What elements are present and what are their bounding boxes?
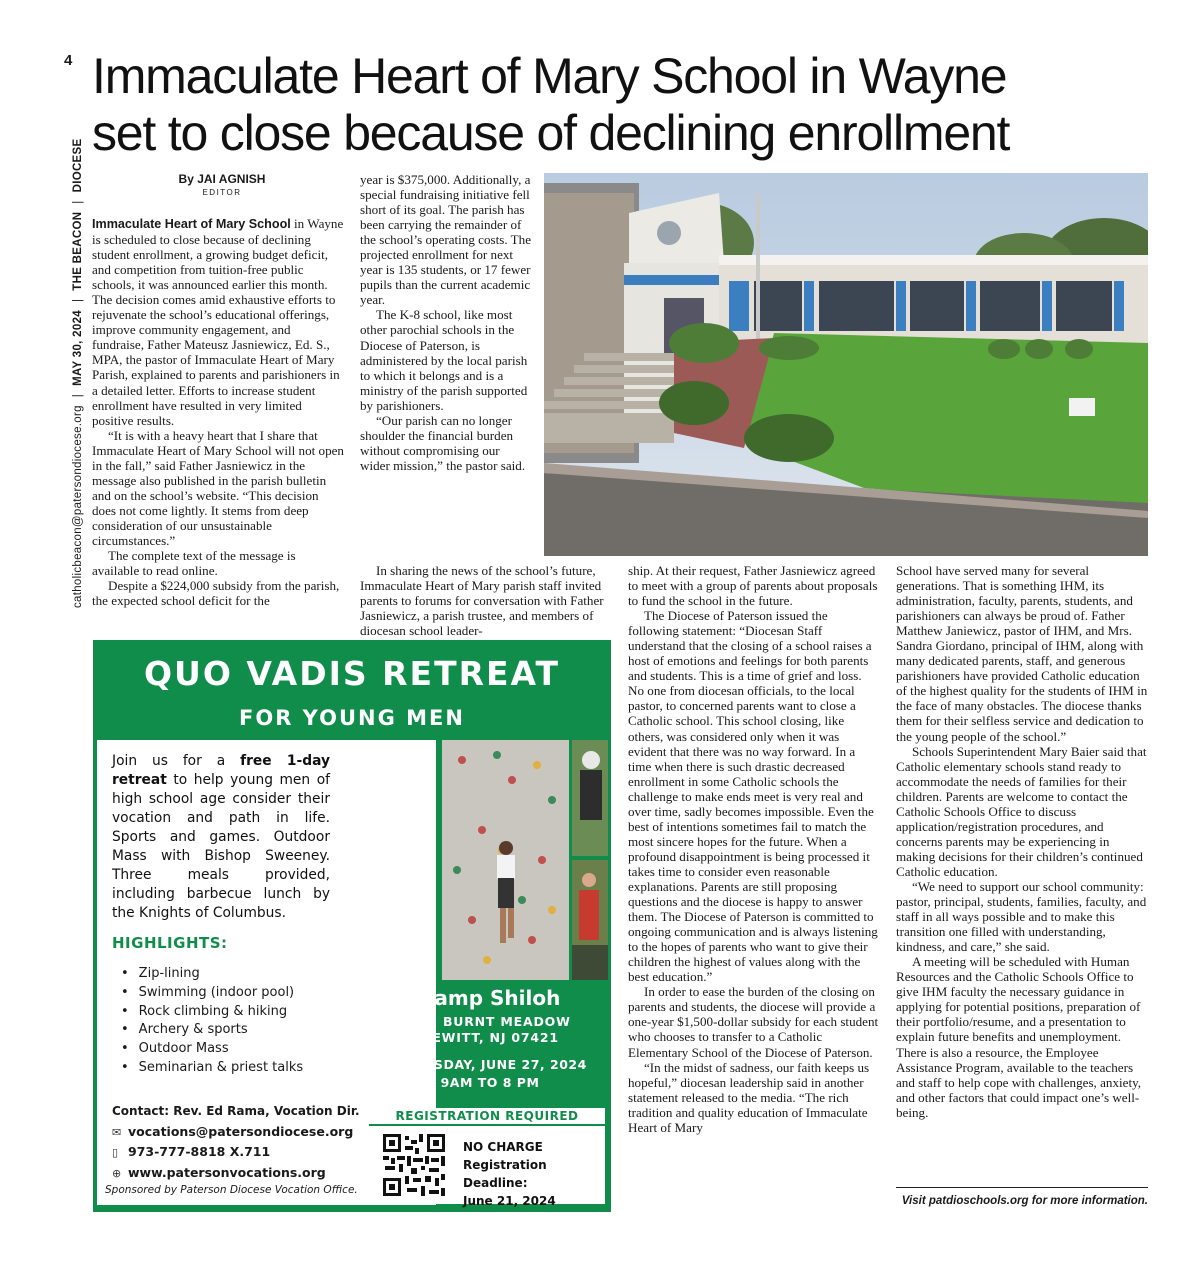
article-column-4 [896,563,1148,1120]
article-paragraph: year is $375,000. Additionally, a special fundraising initiative fell short of its goal. The parish has been carrying the remainder of the school’s operating costs. The projected enrollment for next year is 135 students, or 17 fewer pupils than the current academic year. [360,172,532,308]
globe-icon: ⊕ [112,1166,122,1180]
article-paragraph: Schools Superintendent Mary Baier said that Catholic elementary schools stand ready to accommodate the needs of families for their children. Parents are welcome to contact the Catholic Schools Office to discuss application/registration procedures, and concerns parents may be experiencing in making decisions for their children’s continued Catholic education. [896,743,1147,879]
no-charge-label: NO CHARGE [463,1140,543,1154]
list-item: • Swimming (indoor pool) [121,984,303,1003]
article-paragraph: The K-8 school, like most other parochial schools in the Diocese of Paterson, is administered by the local parish to which it belongs and is a ministry of the parish supported by parishioners. [360,307,528,413]
ad-contact [112,1102,360,1183]
sidebar-publication: THE BEACON [72,211,84,291]
highlights-list [121,965,303,1078]
deadline-label: Registration Deadline: [463,1158,547,1190]
article-paragraph: “In the midst of sadness, our faith keeps us hopeful,” diocesan leadership said in another statement released to the media. “The rich tradition and quality education of Immaculate Heart of Mary [628,1059,870,1135]
ad-photos [442,740,608,980]
article-paragraph: In order to ease the burden of the closing on parents and students, the diocese will provide a one-year $1,500-dollar subsidy for each student who chooses to transfer to a Catholic Elementary School of the Diocese of Paterson. [628,984,879,1060]
list-item: • Rock climbing & hiking [121,1003,303,1022]
article-column-2-lower [360,563,610,638]
article-paragraph: In sharing the news of the school’s future, Immaculate Heart of Mary parish staff invited parents to forums for conversation with Father Jasniewicz, a parish trustee, and members of diocesan school leader- [360,563,604,639]
article-column-1 [92,216,344,608]
ad-subtitle: FOR YOUNG MEN [239,706,465,730]
byline-role: EDITOR [202,188,242,197]
sidebar-section: DIOCESE [72,138,84,193]
sidebar-website: catholicbeacon@patersondiocese.org [72,405,84,608]
qr-code-icon[interactable] [381,1132,447,1198]
page-sidebar-label: catholicbeacon@patersondiocese.org|MAY 30, 2024|THE BEACON|DIOCESE [72,138,84,608]
phone-icon: ▯ [112,1146,119,1160]
deadline-date: June 21, 2024 [463,1194,556,1208]
article-paragraph: Despite a $224,000 subsidy from the parish, the expected school deficit for the [92,578,340,609]
contact-label: Contact: Rev. Ed Rama, Vocation Dir. [112,1104,360,1118]
ad-event-info [369,980,611,1092]
headline-line-1: Immaculate Heart of Mary School in Wayne [92,48,1007,104]
list-item: • Archery & sports [121,1021,303,1040]
envelope-icon: ✉ [112,1125,122,1139]
lead-bold: Immaculate Heart of Mary School [92,217,291,231]
page-number: 4 [64,52,73,69]
event-venue: Camp Shiloh [419,986,561,1010]
retreat-advertisement [93,640,611,1212]
article-paragraph: “We need to support our school community: pastor, principal, students, families, faculty, and staff in all ways possible and to make this transition one filled with understanding, kindness, and care,” she said. [896,878,1147,955]
article-column-3 [628,563,880,1135]
registration-box [369,1108,605,1208]
article-paragraph: “It is with a heavy heart that I share that Immaculate Heart of Mary School will not open in the fall,” said Father Jasniewicz in the message also published in the parish bulletin and on the school’s website. “This decision does not come lightly. It stems from deep consideration of our unsustainable circumstances.” [92,427,344,548]
article-paragraph: “Our parish can no longer shoulder the financial burden without compromising our wider mission,” the pastor said. [360,412,526,473]
ad-title: QUO VADIS RETREAT [143,654,561,693]
article-paragraph: The complete text of the message is available to read online. [92,548,296,579]
article-paragraph: The Diocese of Paterson issued the following statement: “Diocesan Staff understand that the closing of a school raises a host of emotions and feelings for both parents and students. This is a time of grief and loss. No one from diocesan officials, to the local pastor, to concerned parents want to close a Catholic school. This school closing, like others, was considered only when it was evident that there was no way forward. In a time when there is such drastic decreased enrollment in some Catholic schools the challenge to make ends meet is very real and over time, sadly becomes impossible. Even the best of intentions sometimes fail to match the most sincere hopes for the future. When a profound disappointment is being processed it takes time to consider even reasonable explanations. Parents are still proposing questions and the diocese is happy to answer them. The Diocese of Paterson is committed to ongoing communication and is always listening to the hopes of parents who want to give their children the highest of values along with the best education.” [628,608,878,985]
headline [92,48,1152,162]
retreat-activity-photos [442,740,608,980]
school-photo [544,173,1148,556]
registration-info [463,1138,605,1210]
headline-line-2: set to close because of declining enrollment [92,105,1010,161]
highlights-heading: HIGHLIGHTS: [112,934,228,952]
byline [92,172,352,197]
list-item: • Outdoor Mass [121,1040,303,1059]
article-paragraph: ship. At their request, Father Jasniewicz agreed to meet with a group of parents about proposals to fund the school in the future. [628,563,878,609]
registration-required: REGISTRATION REQUIRED [369,1108,605,1126]
ad-sponsor: Sponsored by Paterson Diocese Vocation Office. [105,1184,358,1196]
byline-author: By JAI AGNISH [178,172,266,186]
list-item: • Seminarian & priest talks [121,1059,303,1078]
article-column-2 [360,172,532,473]
article-paragraph: School have served many for several generations. That is something IHM, its administration, faculty, parents, students, and parishioners can always be proud of. Father Matthew Janiewicz, pastor of IHM, and Mrs. Sandra Giordano, principal of IHM, along with many dedicated parents, staff, and generous parishioners have provided Catholic education of the highest quality for the students of IHM in the face of many obstacles. The diocese thanks them for their selfless service and dedication to the young people of the school.” [896,563,1148,744]
contact-website: www.patersonvocations.org [128,1164,326,1180]
contact-phone: 973-777-8818 X.711 [128,1144,271,1160]
ad-description: Join us for a free 1-day retreat to help young men of high school age consider their vocation and path in life. Sports and games. Outdoor Mass with Bishop Sweeney. Three meals provided, including barbecue lunch by the Knights of Columbus. [112,753,331,921]
contact-email: vocations@patersondiocese.org [128,1123,354,1139]
more-info-footnote: Visit patdioschools.org for more information. [896,1187,1148,1207]
article-paragraph: Immaculate Heart of Mary School in Wayne is scheduled to close because of declining student enrollment, a growing budget deficit, and competition from tuition-free public schools, it was announced earlier this month. The decision comes amid exhaustive efforts to rejuvenate the school’s educational offerings, improve community engagement, and fundraise, Father Mateusz Jasniewicz, Ed. S., MPA, the pastor of Immaculate Heart of Mary Parish, explained to parents and parishioners in a detailed letter. Efforts to increase student enrollment have resulted in very limited positive results. [92,216,344,428]
event-address: 753 BURNT MEADOW HEWITT, NJ 07421 [409,1014,571,1045]
list-item: • Zip-lining [121,965,303,984]
school-building-illustration [544,173,1148,556]
article-paragraph: A meeting will be scheduled with Human Resources and the Catholic Schools Office to give IHM faculty the necessary guidance in applying for potential positions, preparation of their portfolio/resume, and a presentation to explain future benefits and unemployment. There is also a resource, the Employee Assistance Program, available to the teachers and staff to help cope with challenges, anxiety, and other factors that could impact one’s well-being. [896,954,1142,1120]
event-datetime: THURSDAY, JUNE 27, 2024 9AM TO 8 PM [393,1057,587,1090]
sidebar-date: MAY 30, 2024 [72,310,84,386]
